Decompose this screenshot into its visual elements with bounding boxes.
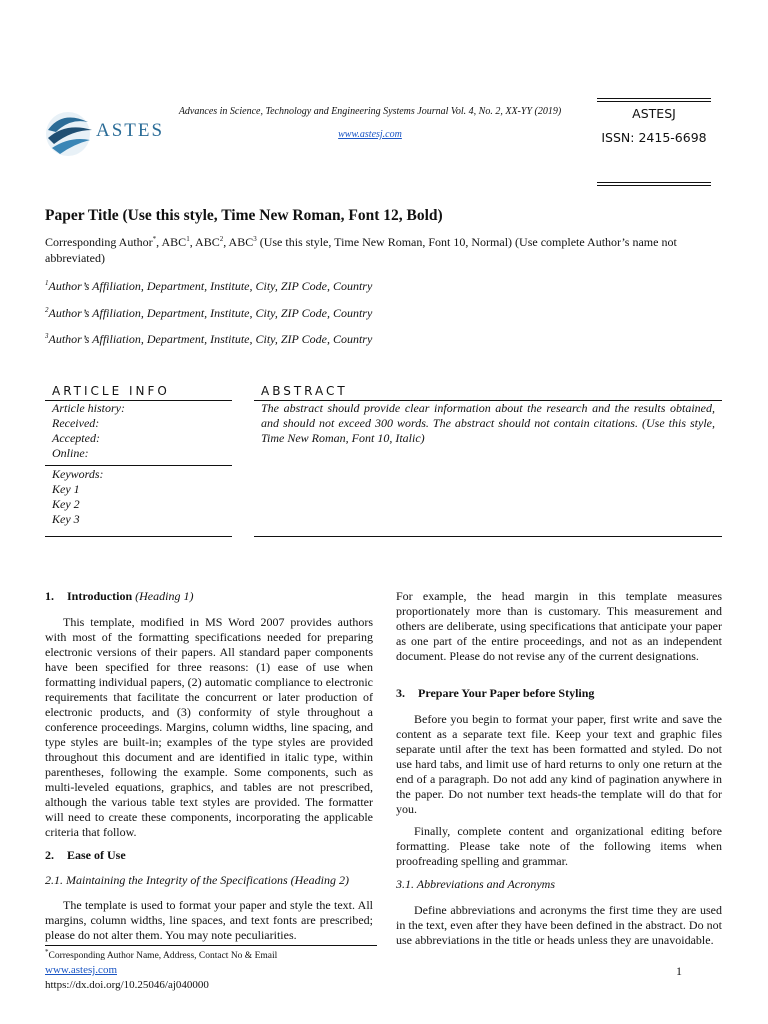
divider [45,536,232,537]
heading-title: Ease of Use [67,848,126,862]
keyword-item: Key 1 [52,482,80,496]
paragraph: Before you begin to format your paper, first write and save the content as a separate text file. Keep your text and graphic files separate until after the text has been formatted and styled. Do not use hard tabs, and limit use of hard returns to only one return at the end of a paragraph. Do not add any kind of pagination anywhere in the paper. Do not number text heads-the template will do that for you. [396,712,722,816]
heading-number: 2. [45,848,54,862]
affiliation-text: Author’s Affiliation, Department, Institute, City, ZIP Code, Country [48,279,373,293]
divider [45,465,232,466]
heading-hint: (Heading 1) [132,589,194,603]
divider [254,536,722,537]
logo-text: ASTES [96,120,165,141]
author-name: , ABC [156,235,187,249]
astes-logo-icon [44,108,96,160]
author-name: Corresponding Author [45,235,153,249]
online-label: Online: [52,446,89,460]
paragraph: This template, modified in MS Word 2007 provides authors with most of the formatting specifications needed for preparing electronic versions of their papers. All standard paper components have been specified for three reasons: (1) ease of use when formatting individual papers, (2) automatic compliance to electronic requirements that facilitate the concurrent or later production of electronic products, and (3) conformity of style throughout a conference proceedings. Margins, column widths, line spacing, and type styles are built-in; examples of the type styles are provided throughout this document and are identified in italic type, within parentheses, following the example. Some components, such as multi-leveled equations, graphics, and tables are not prescribed, although the various table text styles are provided. The formatter will need to create these components, incorporating the applicable criteria that follow. [45,615,373,839]
article-history [52,401,125,461]
affiliation-text: Author’s Affiliation, Department, Institute, City, ZIP Code, Country [48,306,373,320]
author-list [45,235,725,266]
page-number: 1 [676,964,682,978]
footnote-divider [45,945,377,946]
issn-box [597,98,711,186]
journal-citation: Advances in Science, Technology and Engineering Systems Journal Vol. 4, No. 2, XX-YY (2019) [178,106,562,117]
footnote [45,947,278,961]
affiliation-sup: 2 [45,306,49,314]
heading-introduction [45,589,373,604]
author-sup: 3 [253,235,257,243]
footer-doi: https://dx.doi.org/10.25046/aj040000 [45,979,209,991]
heading-title: Introduction [67,589,133,603]
paragraph: Finally, complete content and organizational editing before formatting. Please take note of the following items when proofreading spelling and grammar. [396,824,722,868]
author-sup: 1 [186,235,190,243]
keywords-label: Keywords: [52,467,104,481]
paper-title: Paper Title (Use this style, Time New Roman, Font 12, Bold) [45,207,443,224]
affiliation-sup: 1 [45,279,49,287]
journal-logo [44,108,174,160]
issn-number: ISSN: 2415-6698 [601,130,707,145]
heading-number: 3. [396,686,405,700]
affiliation-sup: 3 [45,332,49,340]
paragraph: Define abbreviations and acronyms the first time they are used in the text, even after they have been defined in the abstract. Do not use abbreviations in the title or heads unless they are unavoidable. [396,903,722,947]
author-note: (Use this style, Time New Roman, Font 10, Normal) (Use complete Author’s name not abbreviated) [45,235,677,265]
accepted-label: Accepted: [52,431,100,445]
heading-title: Prepare Your Paper before Styling [418,686,595,700]
keywords-block [52,467,104,527]
author-sup: * [152,235,157,243]
article-info-heading: ARTICLE INFO [52,384,170,398]
affiliation-3 [45,332,372,347]
history-label: Article history: [52,401,125,415]
heading-ease-of-use [45,848,373,863]
journal-url-link[interactable]: www.astesj.com [338,129,402,140]
keyword-item: Key 3 [52,512,80,526]
footnote-text: Corresponding Author Name, Address, Contact No & Email [48,951,278,961]
author-sup: 2 [219,235,224,243]
received-label: Received: [52,416,100,430]
footnote-sup: * [45,947,49,956]
author-name: , ABC [223,235,254,249]
abstract-text: The abstract should provide clear information about the research and the results obtained, and should not exceed 300 words. The abstract should not contain citations. (Use this style, Time New Roman, Font 10, Italic) [261,401,715,445]
paragraph: The template is used to format your paper and style the text. All margins, column widths, line spaces, and text fonts are prescribed; please do not alter them. You may note peculiarities. [45,898,373,942]
affiliation-2 [45,306,372,321]
heading-prepare-paper [396,686,722,701]
affiliation-text: Author’s Affiliation, Department, Institute, City, ZIP Code, Country [48,332,373,346]
affiliation-1 [45,279,372,294]
footer-url-link[interactable]: www.astesj.com [45,964,117,976]
author-name: , ABC [189,235,220,249]
abstract-heading: ABSTRACT [261,384,348,398]
paragraph: For example, the head margin in this template measures proportionately more than is customary. This measurement and others are deliberate, using specifications that anticipate your paper as one part of the entire proceedings, and not as an independent document. Please do not revise any of the current designations. [396,589,722,663]
subheading: 3.1. Abbreviations and Acronyms [396,877,555,891]
issn-title: ASTESJ [632,106,676,121]
heading-number: 1. [45,589,54,603]
keyword-item: Key 2 [52,497,80,511]
subheading: 2.1. Maintaining the Integrity of the Specifications (Heading 2) [45,873,349,887]
